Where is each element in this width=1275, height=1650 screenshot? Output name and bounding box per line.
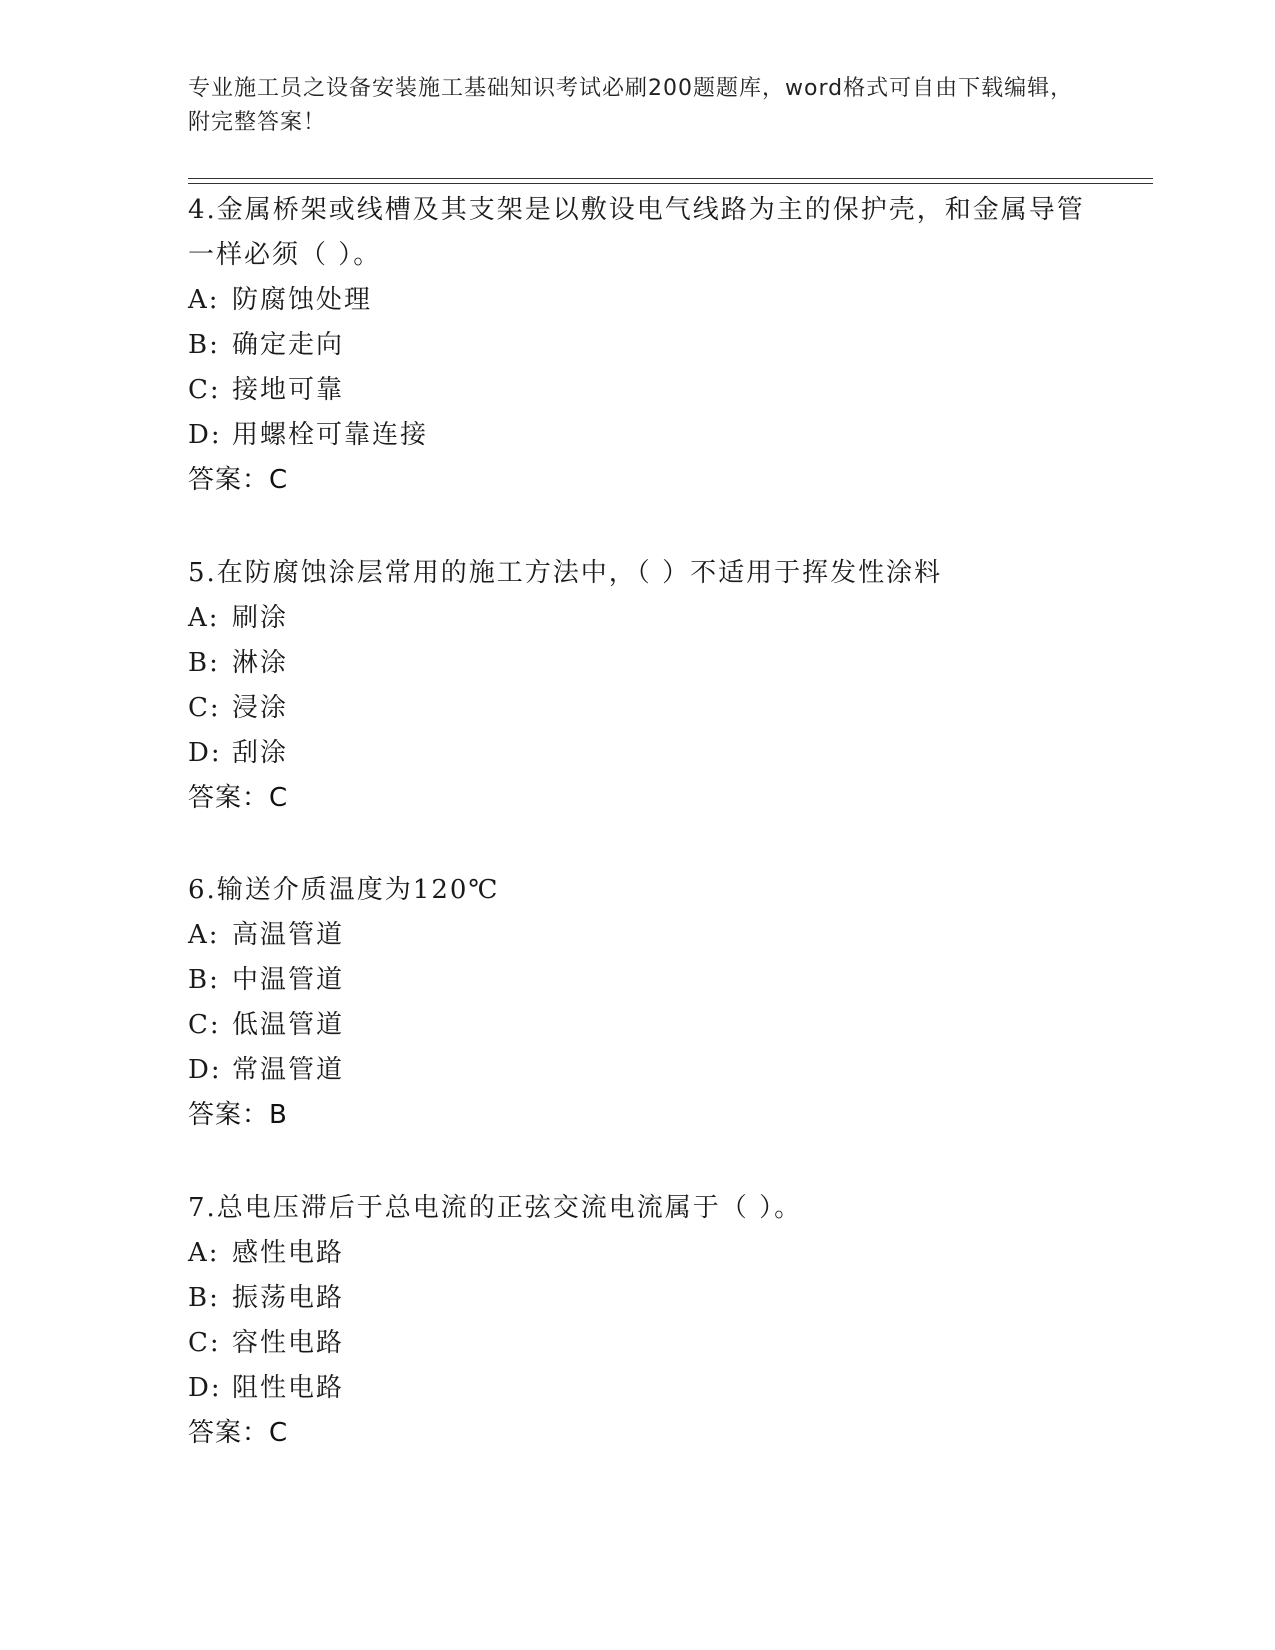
option-text: 刮涂 bbox=[232, 738, 289, 768]
option-text: 容性电路 bbox=[232, 1328, 345, 1358]
option-b bbox=[188, 641, 1088, 686]
option-a bbox=[188, 913, 1088, 958]
option-text: 阻性电路 bbox=[232, 1373, 345, 1403]
option-letter: A: bbox=[188, 920, 220, 950]
header-divider-bottom bbox=[188, 183, 1153, 184]
option-letter: D: bbox=[188, 1373, 222, 1403]
question-7 bbox=[188, 1186, 1088, 1456]
option-c bbox=[188, 1321, 1088, 1366]
option-letter: C: bbox=[188, 1010, 221, 1040]
option-d bbox=[188, 1366, 1088, 1411]
option-text: 防腐蚀处理 bbox=[232, 285, 373, 315]
document-header: 专业施工员之设备安装施工基础知识考试必刷200题题库，word格式可自由下载编辑，附完整答案！ bbox=[188, 76, 1074, 135]
option-b bbox=[188, 1276, 1088, 1321]
option-b bbox=[188, 323, 1088, 368]
option-d bbox=[188, 731, 1088, 776]
option-letter: B: bbox=[188, 965, 220, 995]
option-letter: D: bbox=[188, 420, 222, 450]
question-4 bbox=[188, 188, 1088, 503]
option-letter: C: bbox=[188, 1328, 221, 1358]
option-b bbox=[188, 958, 1088, 1003]
option-a bbox=[188, 596, 1088, 641]
option-text: 浸涂 bbox=[232, 693, 289, 723]
option-text: 中温管道 bbox=[232, 965, 345, 995]
question-6 bbox=[188, 868, 1088, 1138]
question-stem: 4.金属桥架或线槽及其支架是以敷设电气线路为主的保护壳，和金属导管一样必须（ ）。 bbox=[188, 195, 1085, 270]
answer-line: 答案：C bbox=[188, 783, 289, 813]
option-text: 振荡电路 bbox=[232, 1283, 345, 1313]
option-c bbox=[188, 686, 1088, 731]
option-letter: D: bbox=[188, 1055, 222, 1085]
option-letter: B: bbox=[188, 648, 220, 678]
option-text: 感性电路 bbox=[232, 1238, 345, 1268]
option-text: 确定走向 bbox=[232, 330, 345, 360]
option-d bbox=[188, 1048, 1088, 1093]
question-stem: 5.在防腐蚀涂层常用的施工方法中，（ ）不适用于挥发性涂料 bbox=[188, 558, 943, 588]
option-letter: A: bbox=[188, 1238, 220, 1268]
option-text: 接地可靠 bbox=[232, 375, 345, 405]
option-d bbox=[188, 413, 1088, 458]
option-letter: A: bbox=[188, 285, 220, 315]
option-letter: D: bbox=[188, 738, 222, 768]
question-stem: 6.输送介质温度为120℃ bbox=[188, 875, 500, 905]
question-5 bbox=[188, 551, 1088, 821]
option-a bbox=[188, 1231, 1088, 1276]
option-letter: C: bbox=[188, 693, 221, 723]
answer-line: 答案：C bbox=[188, 1418, 289, 1448]
option-a bbox=[188, 278, 1088, 323]
option-c bbox=[188, 1003, 1088, 1048]
option-text: 常温管道 bbox=[232, 1055, 345, 1085]
option-letter: C: bbox=[188, 375, 221, 405]
option-text: 用螺栓可靠连接 bbox=[232, 420, 429, 450]
question-stem: 7.总电压滞后于总电流的正弦交流电流属于（ ）。 bbox=[188, 1193, 803, 1223]
option-letter: B: bbox=[188, 1283, 220, 1313]
option-text: 低温管道 bbox=[232, 1010, 345, 1040]
option-text: 高温管道 bbox=[232, 920, 345, 950]
option-letter: B: bbox=[188, 330, 220, 360]
option-text: 淋涂 bbox=[232, 648, 289, 678]
option-text: 刷涂 bbox=[232, 603, 289, 633]
header-divider-top bbox=[188, 178, 1153, 179]
answer-line: 答案：B bbox=[188, 1100, 288, 1130]
option-letter: A: bbox=[188, 603, 220, 633]
option-c bbox=[188, 368, 1088, 413]
answer-line: 答案：C bbox=[188, 465, 289, 495]
